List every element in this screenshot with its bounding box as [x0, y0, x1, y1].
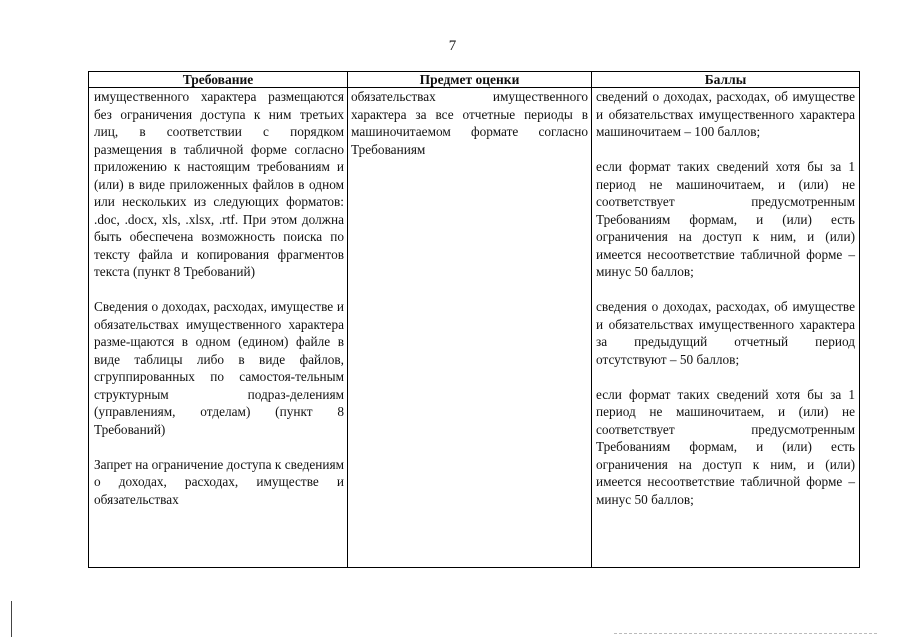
score-paragraph-3: сведения о доходах, расходах, об имуществе и обязательствах имущественного характера за предыдущий отчетный период отсутствуют – 50 баллов;	[596, 299, 855, 367]
table-row	[89, 88, 860, 568]
requirement-paragraph-1: имущественного характера размещаются без ограничения доступа к ним третьих лиц, в соответствии с порядком размещения в табличной форме согласно приложению к настоящим требованиям и (или) в виде приложенных файлов в одном или нескольких из следующих форматов: .doc, .docx, xls, .xlsx, .rtf. При этом должна быть обеспечена возможность поиска по тексту файла и копирования фрагментов текста (пункт 8 Требований)	[94, 89, 344, 279]
page-number: 7	[448, 38, 457, 54]
header-subject: Предмет оценки	[348, 72, 592, 88]
evaluation-table	[88, 71, 860, 568]
score-paragraph-2: если формат таких сведений хотя бы за 1 период не машиночитаем, и (или) не соответствует предусмотренным Требованиям формам, и (или) есть ограничения на доступ к ним, и (или) имеется несоответствие табличной форме – минус 50 баллов;	[596, 159, 855, 279]
subject-paragraph-1: обязательствах имущественного характера за все отчетные периоды в машиночитаемом формате согласно Требованиям	[351, 89, 588, 157]
requirement-cell	[89, 88, 348, 568]
scan-artifact-line	[614, 633, 877, 634]
table-header-row	[89, 72, 860, 88]
requirement-paragraph-2: Сведения о доходах, расходах, имуществе и обязательствах имущественного характера разме-щаются в одном (едином) файле в виде таблицы либо в виде файлов, сгруппированных по самостоя-тельным структурным подраз-делениям (управлениям, отделам) (пункт 8 Требований)	[94, 299, 344, 437]
header-score: Баллы	[592, 72, 860, 88]
score-cell	[592, 88, 860, 568]
requirement-paragraph-3: Запрет на ограничение доступа к сведениям о доходах, расходах, имуществе и обязательствах	[94, 456, 344, 507]
score-paragraph-4: если формат таких сведений хотя бы за 1 период не машиночитаем, и (или) не соответствует предусмотренным Требованиям формам, и (или) есть ограничения на доступ к ним, и (или) имеется несоответствие табличной форме – минус 50 баллов;	[596, 386, 855, 507]
score-paragraph-1: сведений о доходах, расходах, об имуществе и обязательствах имущественного характера машиночитаем – 100 баллов;	[596, 89, 855, 139]
scan-margin-line	[11, 601, 12, 637]
header-requirement: Требование	[89, 72, 348, 88]
subject-cell	[348, 88, 592, 568]
